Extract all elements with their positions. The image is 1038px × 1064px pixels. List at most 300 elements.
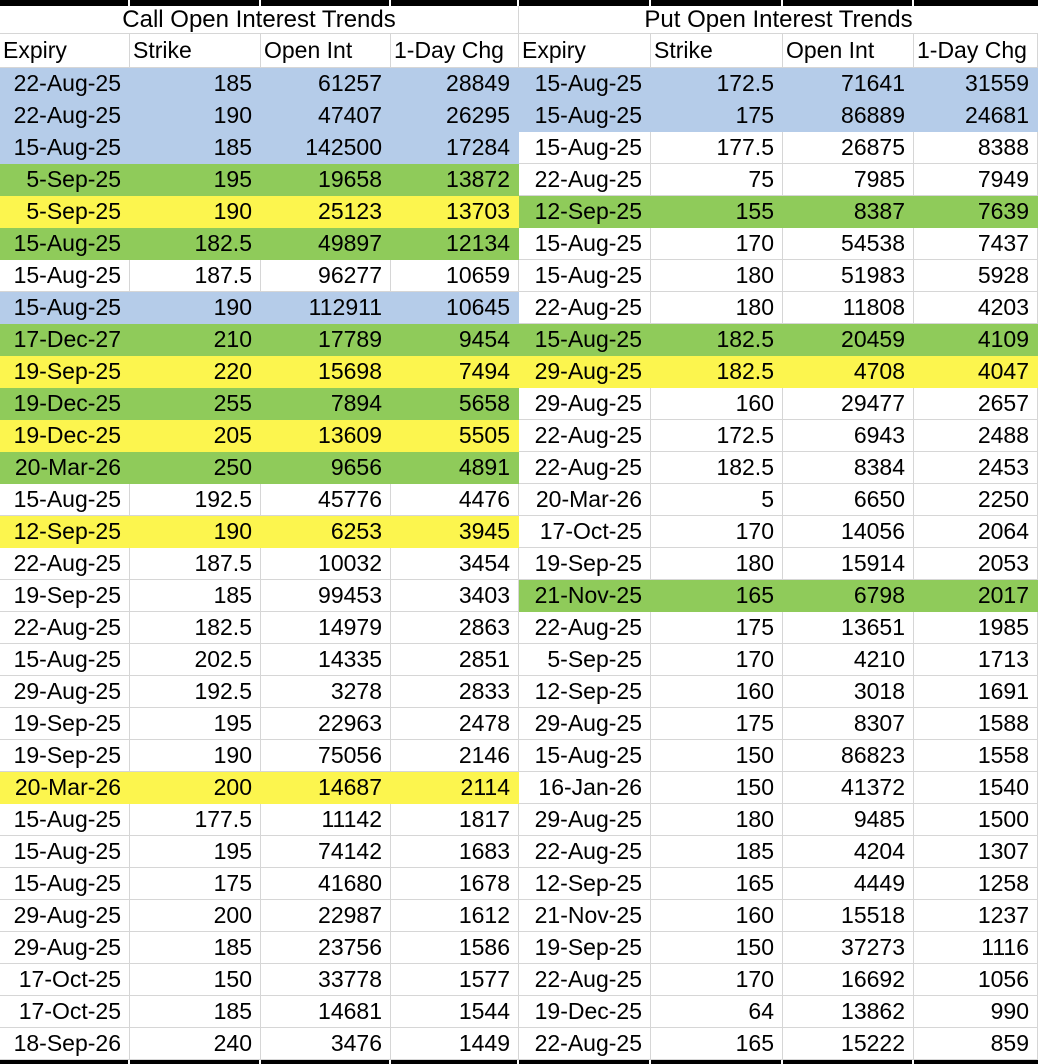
call-cell-open-int[interactable]: 14335	[261, 644, 391, 676]
call-cell-open-int[interactable]: 11142	[261, 804, 391, 836]
put-cell-chg[interactable]: 1691	[914, 676, 1038, 708]
call-cell-strike[interactable]: 190	[130, 292, 261, 324]
put-cell-chg[interactable]: 1116	[914, 932, 1038, 964]
put-cell-strike[interactable]: 150	[651, 772, 783, 804]
call-cell-open-int[interactable]: 19658	[261, 164, 391, 196]
put-cell-expiry[interactable]: 15-Aug-25	[519, 132, 651, 164]
call-cell-chg[interactable]: 13703	[391, 196, 519, 228]
put-cell-strike[interactable]: 180	[651, 548, 783, 580]
table-row	[0, 804, 1038, 836]
put-cell-open-int[interactable]: 15518	[783, 900, 914, 932]
put-cell-expiry[interactable]: 29-Aug-25	[519, 708, 651, 740]
table-row	[0, 836, 1038, 868]
put-cell-chg[interactable]: 1307	[914, 836, 1038, 868]
put-cell-chg[interactable]: 1500	[914, 804, 1038, 836]
put-cell-expiry[interactable]: 12-Sep-25	[519, 196, 651, 228]
call-cell-chg[interactable]: 7494	[391, 356, 519, 388]
put-cell-open-int[interactable]: 41372	[783, 772, 914, 804]
put-header-expiry[interactable]: Expiry	[519, 34, 651, 68]
call-cell-expiry[interactable]: 29-Aug-25	[0, 676, 130, 708]
call-cell-strike[interactable]: 187.5	[130, 548, 261, 580]
put-cell-open-int[interactable]: 4449	[783, 868, 914, 900]
call-cell-open-int[interactable]: 99453	[261, 580, 391, 612]
table-row	[0, 964, 1038, 996]
call-cell-chg[interactable]: 1612	[391, 900, 519, 932]
call-header-open-int[interactable]: Open Int	[261, 34, 391, 68]
call-cell-open-int[interactable]: 75056	[261, 740, 391, 772]
put-cell-open-int[interactable]: 51983	[783, 260, 914, 292]
table-row	[0, 932, 1038, 964]
put-cell-open-int[interactable]: 6798	[783, 580, 914, 612]
call-cell-strike[interactable]: 182.5	[130, 228, 261, 260]
call-cell-chg[interactable]: 3403	[391, 580, 519, 612]
put-cell-expiry[interactable]: 5-Sep-25	[519, 644, 651, 676]
put-cell-chg[interactable]: 1588	[914, 708, 1038, 740]
call-cell-open-int[interactable]: 10032	[261, 548, 391, 580]
put-cell-expiry[interactable]: 19-Dec-25	[519, 996, 651, 1028]
call-cell-expiry[interactable]: 19-Sep-25	[0, 356, 130, 388]
put-cell-strike[interactable]: 182.5	[651, 356, 783, 388]
call-cell-chg[interactable]: 3945	[391, 516, 519, 548]
call-cell-open-int[interactable]: 47407	[261, 100, 391, 132]
table-row	[0, 548, 1038, 580]
call-cell-chg[interactable]: 1544	[391, 996, 519, 1028]
call-cell-chg[interactable]: 2114	[391, 772, 519, 804]
put-cell-expiry[interactable]: 12-Sep-25	[519, 868, 651, 900]
call-cell-strike[interactable]: 175	[130, 868, 261, 900]
call-cell-chg[interactable]: 2833	[391, 676, 519, 708]
call-cell-open-int[interactable]: 96277	[261, 260, 391, 292]
put-cell-open-int[interactable]: 4204	[783, 836, 914, 868]
put-cell-expiry[interactable]: 16-Jan-26	[519, 772, 651, 804]
put-cell-expiry[interactable]: 22-Aug-25	[519, 612, 651, 644]
call-cell-expiry[interactable]: 15-Aug-25	[0, 484, 130, 516]
call-cell-strike[interactable]: 185	[130, 132, 261, 164]
put-cell-strike[interactable]: 170	[651, 516, 783, 548]
put-cell-chg[interactable]: 1985	[914, 612, 1038, 644]
call-cell-strike[interactable]: 192.5	[130, 484, 261, 516]
table-row	[0, 164, 1038, 196]
call-cell-open-int[interactable]: 49897	[261, 228, 391, 260]
put-cell-chg[interactable]: 1558	[914, 740, 1038, 772]
call-cell-open-int[interactable]: 15698	[261, 356, 391, 388]
put-cell-expiry[interactable]: 22-Aug-25	[519, 292, 651, 324]
call-cell-expiry[interactable]: 18-Sep-26	[0, 1028, 130, 1060]
call-cell-open-int[interactable]: 45776	[261, 484, 391, 516]
put-cell-chg[interactable]: 31559	[914, 68, 1038, 100]
put-header-strike[interactable]: Strike	[651, 34, 783, 68]
put-cell-chg[interactable]: 5928	[914, 260, 1038, 292]
put-cell-chg[interactable]: 8388	[914, 132, 1038, 164]
call-cell-chg[interactable]: 9454	[391, 324, 519, 356]
border-segment	[519, 1060, 649, 1064]
put-cell-expiry[interactable]: 15-Aug-25	[519, 228, 651, 260]
put-cell-chg[interactable]: 2488	[914, 420, 1038, 452]
call-cell-chg[interactable]: 5505	[391, 420, 519, 452]
put-cell-chg[interactable]: 4109	[914, 324, 1038, 356]
put-cell-strike[interactable]: 182.5	[651, 324, 783, 356]
call-cell-chg[interactable]: 3454	[391, 548, 519, 580]
call-cell-strike[interactable]: 182.5	[130, 612, 261, 644]
put-cell-open-int[interactable]: 11808	[783, 292, 914, 324]
call-cell-strike[interactable]: 190	[130, 196, 261, 228]
call-cell-strike[interactable]: 185	[130, 68, 261, 100]
put-cell-strike[interactable]: 175	[651, 612, 783, 644]
call-cell-strike[interactable]: 200	[130, 900, 261, 932]
call-cell-open-int[interactable]: 14681	[261, 996, 391, 1028]
call-cell-open-int[interactable]: 41680	[261, 868, 391, 900]
call-cell-strike[interactable]: 190	[130, 100, 261, 132]
call-cell-strike[interactable]: 185	[130, 580, 261, 612]
table-row	[0, 228, 1038, 260]
header-row	[0, 34, 1038, 68]
put-cell-strike[interactable]: 175	[651, 708, 783, 740]
put-cell-open-int[interactable]: 15222	[783, 1028, 914, 1060]
call-cell-expiry[interactable]: 15-Aug-25	[0, 804, 130, 836]
put-cell-chg[interactable]: 2064	[914, 516, 1038, 548]
call-cell-strike[interactable]: 202.5	[130, 644, 261, 676]
table-body	[0, 68, 1038, 1060]
call-cell-expiry[interactable]: 20-Mar-26	[0, 772, 130, 804]
call-cell-open-int[interactable]: 17789	[261, 324, 391, 356]
call-cell-strike[interactable]: 220	[130, 356, 261, 388]
call-cell-expiry[interactable]: 15-Aug-25	[0, 292, 130, 324]
call-cell-open-int[interactable]: 112911	[261, 292, 391, 324]
put-cell-expiry[interactable]: 15-Aug-25	[519, 740, 651, 772]
put-cell-strike[interactable]: 160	[651, 388, 783, 420]
call-cell-chg[interactable]: 26295	[391, 100, 519, 132]
put-cell-expiry[interactable]: 22-Aug-25	[519, 164, 651, 196]
call-cell-strike[interactable]: 255	[130, 388, 261, 420]
put-cell-strike[interactable]: 175	[651, 100, 783, 132]
call-cell-expiry[interactable]: 22-Aug-25	[0, 548, 130, 580]
call-cell-strike[interactable]: 250	[130, 452, 261, 484]
table-row	[0, 900, 1038, 932]
put-cell-open-int[interactable]: 13862	[783, 996, 914, 1028]
table-row	[0, 708, 1038, 740]
table-row	[0, 324, 1038, 356]
call-cell-open-int[interactable]: 142500	[261, 132, 391, 164]
call-cell-strike[interactable]: 195	[130, 164, 261, 196]
call-cell-expiry[interactable]: 22-Aug-25	[0, 612, 130, 644]
call-cell-expiry[interactable]: 19-Dec-25	[0, 420, 130, 452]
call-cell-expiry[interactable]: 19-Dec-25	[0, 388, 130, 420]
put-cell-strike[interactable]: 64	[651, 996, 783, 1028]
put-cell-open-int[interactable]: 3018	[783, 676, 914, 708]
put-cell-chg[interactable]: 1713	[914, 644, 1038, 676]
call-cell-expiry[interactable]: 5-Sep-25	[0, 164, 130, 196]
border-segment	[0, 1060, 128, 1064]
put-cell-expiry[interactable]: 22-Aug-25	[519, 964, 651, 996]
table-row	[0, 644, 1038, 676]
call-cell-open-int[interactable]: 23756	[261, 932, 391, 964]
border-segment	[783, 1060, 912, 1064]
call-cell-expiry[interactable]: 15-Aug-25	[0, 836, 130, 868]
table-row	[0, 612, 1038, 644]
put-cell-strike[interactable]: 160	[651, 900, 783, 932]
call-cell-strike[interactable]: 210	[130, 324, 261, 356]
table-row	[0, 484, 1038, 516]
put-cell-strike[interactable]: 177.5	[651, 132, 783, 164]
call-cell-expiry[interactable]: 19-Sep-25	[0, 580, 130, 612]
call-cell-chg[interactable]: 1683	[391, 836, 519, 868]
call-cell-chg[interactable]: 2863	[391, 612, 519, 644]
call-cell-open-int[interactable]: 13609	[261, 420, 391, 452]
call-cell-expiry[interactable]: 29-Aug-25	[0, 900, 130, 932]
call-cell-strike[interactable]: 190	[130, 740, 261, 772]
put-cell-open-int[interactable]: 6943	[783, 420, 914, 452]
table-row	[0, 772, 1038, 804]
call-cell-open-int[interactable]: 3476	[261, 1028, 391, 1060]
put-cell-expiry[interactable]: 20-Mar-26	[519, 484, 651, 516]
call-cell-strike[interactable]: 185	[130, 996, 261, 1028]
put-cell-open-int[interactable]: 37273	[783, 932, 914, 964]
put-cell-strike[interactable]: 155	[651, 196, 783, 228]
table-row	[0, 868, 1038, 900]
call-cell-strike[interactable]: 190	[130, 516, 261, 548]
put-cell-open-int[interactable]: 13651	[783, 612, 914, 644]
put-cell-expiry[interactable]: 29-Aug-25	[519, 388, 651, 420]
put-cell-open-int[interactable]: 15914	[783, 548, 914, 580]
call-cell-chg[interactable]: 1678	[391, 868, 519, 900]
put-cell-strike[interactable]: 172.5	[651, 420, 783, 452]
put-cell-expiry[interactable]: 15-Aug-25	[519, 324, 651, 356]
put-cell-open-int[interactable]: 20459	[783, 324, 914, 356]
put-cell-strike[interactable]: 182.5	[651, 452, 783, 484]
call-cell-chg[interactable]: 12134	[391, 228, 519, 260]
table-row	[0, 388, 1038, 420]
put-header-1-day-chg[interactable]: 1-Day Chg	[914, 34, 1038, 68]
call-cell-open-int[interactable]: 22987	[261, 900, 391, 932]
put-cell-strike[interactable]: 165	[651, 1028, 783, 1060]
call-cell-expiry[interactable]: 15-Aug-25	[0, 228, 130, 260]
put-cell-strike[interactable]: 5	[651, 484, 783, 516]
put-cell-open-int[interactable]: 14056	[783, 516, 914, 548]
table-row	[0, 260, 1038, 292]
put-cell-chg[interactable]: 990	[914, 996, 1038, 1028]
table-row	[0, 100, 1038, 132]
put-cell-chg[interactable]: 2250	[914, 484, 1038, 516]
call-cell-chg[interactable]: 4891	[391, 452, 519, 484]
put-cell-open-int[interactable]: 4708	[783, 356, 914, 388]
call-cell-expiry[interactable]: 29-Aug-25	[0, 932, 130, 964]
put-cell-chg[interactable]: 1540	[914, 772, 1038, 804]
put-cell-open-int[interactable]: 71641	[783, 68, 914, 100]
call-header-1-day-chg[interactable]: 1-Day Chg	[391, 34, 519, 68]
call-cell-open-int[interactable]: 6253	[261, 516, 391, 548]
put-cell-strike[interactable]: 170	[651, 644, 783, 676]
call-cell-expiry[interactable]: 19-Sep-25	[0, 708, 130, 740]
table-row	[0, 68, 1038, 100]
call-cell-open-int[interactable]: 74142	[261, 836, 391, 868]
call-cell-chg[interactable]: 13872	[391, 164, 519, 196]
call-cell-chg[interactable]: 17284	[391, 132, 519, 164]
table-row	[0, 452, 1038, 484]
call-cell-expiry[interactable]: 15-Aug-25	[0, 260, 130, 292]
call-cell-open-int[interactable]: 7894	[261, 388, 391, 420]
put-cell-chg[interactable]: 1056	[914, 964, 1038, 996]
border-segment	[391, 1060, 517, 1064]
put-cell-expiry[interactable]: 22-Aug-25	[519, 836, 651, 868]
put-cell-chg[interactable]: 2017	[914, 580, 1038, 612]
call-cell-expiry[interactable]: 20-Mar-26	[0, 452, 130, 484]
put-cell-chg[interactable]: 7639	[914, 196, 1038, 228]
call-cell-chg[interactable]: 28849	[391, 68, 519, 100]
call-header-strike[interactable]: Strike	[130, 34, 261, 68]
border-segment	[130, 1060, 259, 1064]
call-cell-chg[interactable]: 5658	[391, 388, 519, 420]
table-row	[0, 580, 1038, 612]
call-cell-chg[interactable]: 1586	[391, 932, 519, 964]
call-table-title[interactable]: Call Open Interest Trends	[0, 6, 519, 34]
call-cell-open-int[interactable]: 33778	[261, 964, 391, 996]
put-cell-strike[interactable]: 165	[651, 868, 783, 900]
call-cell-chg[interactable]: 10659	[391, 260, 519, 292]
call-cell-strike[interactable]: 195	[130, 836, 261, 868]
call-cell-expiry[interactable]: 15-Aug-25	[0, 868, 130, 900]
put-cell-expiry[interactable]: 15-Aug-25	[519, 100, 651, 132]
border-segment	[651, 1060, 781, 1064]
call-cell-chg[interactable]: 1449	[391, 1028, 519, 1060]
put-cell-strike[interactable]: 150	[651, 740, 783, 772]
put-cell-open-int[interactable]: 26875	[783, 132, 914, 164]
call-cell-chg[interactable]: 1577	[391, 964, 519, 996]
call-cell-strike[interactable]: 240	[130, 1028, 261, 1060]
call-cell-strike[interactable]: 200	[130, 772, 261, 804]
call-cell-chg[interactable]: 2478	[391, 708, 519, 740]
table-row	[0, 356, 1038, 388]
call-cell-chg[interactable]: 1817	[391, 804, 519, 836]
put-cell-strike[interactable]: 180	[651, 292, 783, 324]
table-row	[0, 516, 1038, 548]
put-cell-open-int[interactable]: 86889	[783, 100, 914, 132]
call-cell-expiry[interactable]: 17-Dec-27	[0, 324, 130, 356]
put-cell-expiry[interactable]: 12-Sep-25	[519, 676, 651, 708]
call-cell-open-int[interactable]: 14979	[261, 612, 391, 644]
put-cell-open-int[interactable]: 8387	[783, 196, 914, 228]
put-cell-chg[interactable]: 4047	[914, 356, 1038, 388]
call-cell-strike[interactable]: 192.5	[130, 676, 261, 708]
table-row	[0, 132, 1038, 164]
table-row	[0, 740, 1038, 772]
put-cell-expiry[interactable]: 19-Sep-25	[519, 932, 651, 964]
border-segment	[261, 1060, 389, 1064]
table-row	[0, 676, 1038, 708]
call-cell-open-int[interactable]: 25123	[261, 196, 391, 228]
table-row	[0, 1028, 1038, 1060]
call-cell-open-int[interactable]: 61257	[261, 68, 391, 100]
call-cell-strike[interactable]: 177.5	[130, 804, 261, 836]
call-cell-expiry[interactable]: 19-Sep-25	[0, 740, 130, 772]
put-cell-strike[interactable]: 180	[651, 804, 783, 836]
put-header-open-int[interactable]: Open Int	[783, 34, 914, 68]
put-cell-expiry[interactable]: 22-Aug-25	[519, 420, 651, 452]
table-row	[0, 292, 1038, 324]
call-cell-expiry[interactable]: 22-Aug-25	[0, 68, 130, 100]
put-cell-strike[interactable]: 160	[651, 676, 783, 708]
call-cell-expiry[interactable]: 17-Oct-25	[0, 996, 130, 1028]
put-cell-strike[interactable]: 172.5	[651, 68, 783, 100]
put-cell-open-int[interactable]: 7985	[783, 164, 914, 196]
put-cell-expiry[interactable]: 15-Aug-25	[519, 68, 651, 100]
put-cell-expiry[interactable]: 17-Oct-25	[519, 516, 651, 548]
call-cell-strike[interactable]: 205	[130, 420, 261, 452]
put-cell-strike[interactable]: 165	[651, 580, 783, 612]
put-cell-expiry[interactable]: 19-Sep-25	[519, 548, 651, 580]
call-cell-strike[interactable]: 185	[130, 932, 261, 964]
put-cell-strike[interactable]: 75	[651, 164, 783, 196]
put-table-title[interactable]: Put Open Interest Trends	[519, 6, 1038, 34]
call-cell-expiry[interactable]: 22-Aug-25	[0, 100, 130, 132]
put-cell-strike[interactable]: 170	[651, 228, 783, 260]
call-cell-chg[interactable]: 10645	[391, 292, 519, 324]
put-cell-strike[interactable]: 180	[651, 260, 783, 292]
put-cell-expiry[interactable]: 22-Aug-25	[519, 1028, 651, 1060]
call-cell-chg[interactable]: 2146	[391, 740, 519, 772]
put-cell-chg[interactable]: 7437	[914, 228, 1038, 260]
call-cell-open-int[interactable]: 14687	[261, 772, 391, 804]
put-cell-chg[interactable]: 2053	[914, 548, 1038, 580]
put-cell-open-int[interactable]: 54538	[783, 228, 914, 260]
put-cell-strike[interactable]: 185	[651, 836, 783, 868]
call-cell-chg[interactable]: 4476	[391, 484, 519, 516]
call-header-expiry[interactable]: Expiry	[0, 34, 130, 68]
put-cell-expiry[interactable]: 29-Aug-25	[519, 804, 651, 836]
call-cell-open-int[interactable]: 22963	[261, 708, 391, 740]
put-cell-chg[interactable]: 7949	[914, 164, 1038, 196]
table-row	[0, 996, 1038, 1028]
call-cell-expiry[interactable]: 17-Oct-25	[0, 964, 130, 996]
call-cell-chg[interactable]: 2851	[391, 644, 519, 676]
put-cell-open-int[interactable]: 16692	[783, 964, 914, 996]
call-cell-expiry[interactable]: 12-Sep-25	[0, 516, 130, 548]
put-cell-open-int[interactable]: 8307	[783, 708, 914, 740]
put-cell-chg[interactable]: 2657	[914, 388, 1038, 420]
call-cell-expiry[interactable]: 15-Aug-25	[0, 644, 130, 676]
put-cell-chg[interactable]: 859	[914, 1028, 1038, 1060]
call-cell-open-int[interactable]: 9656	[261, 452, 391, 484]
put-cell-chg[interactable]: 1258	[914, 868, 1038, 900]
put-cell-chg[interactable]: 4203	[914, 292, 1038, 324]
call-cell-strike[interactable]: 150	[130, 964, 261, 996]
put-cell-open-int[interactable]: 29477	[783, 388, 914, 420]
put-cell-strike[interactable]: 170	[651, 964, 783, 996]
put-cell-expiry[interactable]: 21-Nov-25	[519, 580, 651, 612]
put-cell-open-int[interactable]: 9485	[783, 804, 914, 836]
call-cell-strike[interactable]: 187.5	[130, 260, 261, 292]
call-cell-strike[interactable]: 195	[130, 708, 261, 740]
put-cell-open-int[interactable]: 4210	[783, 644, 914, 676]
title-row	[0, 6, 1038, 34]
put-cell-chg[interactable]: 24681	[914, 100, 1038, 132]
bottom-black-border	[0, 1060, 1038, 1064]
put-cell-chg[interactable]: 2453	[914, 452, 1038, 484]
call-cell-expiry[interactable]: 15-Aug-25	[0, 132, 130, 164]
put-cell-expiry[interactable]: 22-Aug-25	[519, 452, 651, 484]
put-cell-expiry[interactable]: 29-Aug-25	[519, 356, 651, 388]
put-cell-open-int[interactable]: 8384	[783, 452, 914, 484]
border-segment	[914, 1060, 1038, 1064]
put-cell-open-int[interactable]: 6650	[783, 484, 914, 516]
put-cell-strike[interactable]: 150	[651, 932, 783, 964]
put-cell-expiry[interactable]: 21-Nov-25	[519, 900, 651, 932]
table-row	[0, 420, 1038, 452]
call-cell-open-int[interactable]: 3278	[261, 676, 391, 708]
put-cell-expiry[interactable]: 15-Aug-25	[519, 260, 651, 292]
put-cell-chg[interactable]: 1237	[914, 900, 1038, 932]
call-cell-expiry[interactable]: 5-Sep-25	[0, 196, 130, 228]
put-cell-open-int[interactable]: 86823	[783, 740, 914, 772]
